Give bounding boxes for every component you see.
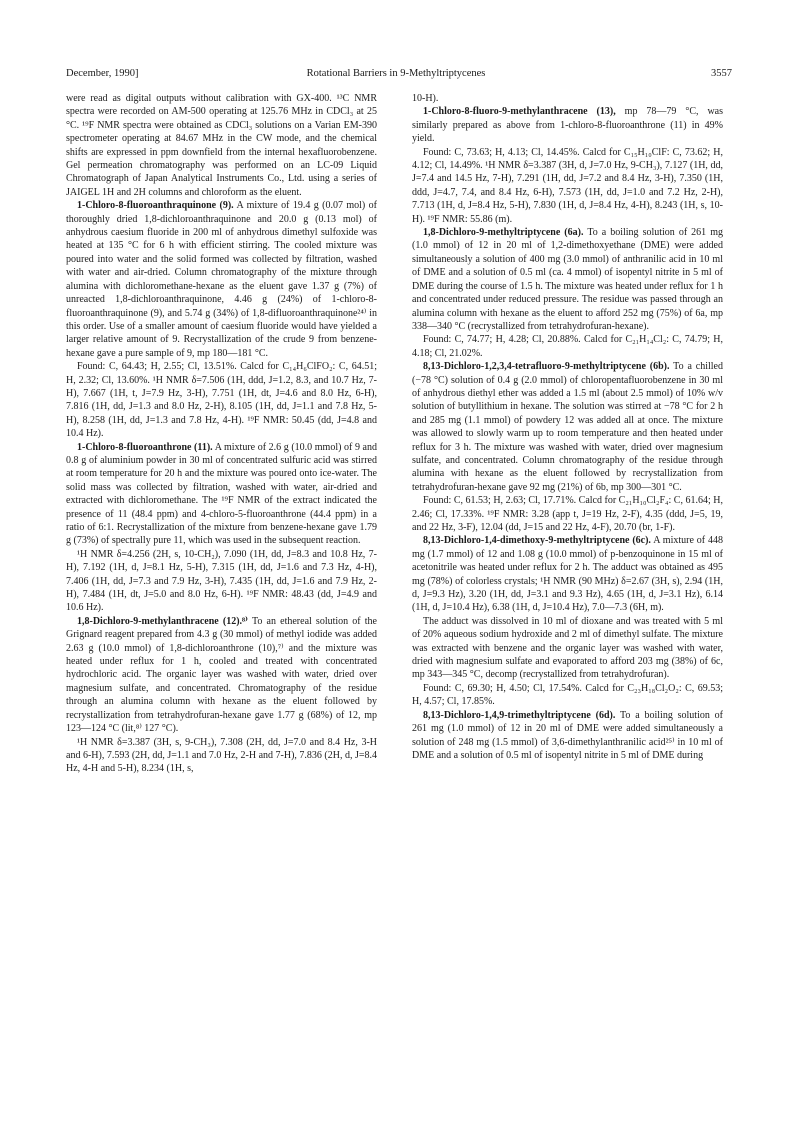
paragraph-text: were read as digital outputs without calibration with GX-400. ¹³C NMR spectra were recorded on AM-500 operating at 125.76 MHz in CDCl₃ at 25 °C. ¹⁹F NMR spectra were obtained as CDCl₃ solutions on a Varian EM-390 spectrometer operating at 84.67 MHz in the CW mode, and the chemical shifts are expressed in ppm downfield from the internal hexafluorobenzene. Gel permeation chromatography was performed on an LC-09 Liquid Chromatograph of Japan Analytical Instruments Co., Ltd. using a series of JAIGEL 1H and 2H columns and chloroform as the eluent. bbox=[66, 93, 377, 198]
paragraph bbox=[66, 441, 377, 548]
paragraph-text: ¹H NMR δ=3.387 (3H, s, 9-CH₃), 7.308 (2H, dd, J=7.0 and 8.4 Hz, 3-H and 6-H), 7.593 (2H, dd, J=1.1 and 7.0 Hz, 2-H and 7-H), 7.836 (2H, d, J=8.4 Hz, 4-H and 5-H), 8.234 (1H, s, bbox=[66, 736, 377, 775]
paragraph bbox=[66, 736, 377, 776]
compound-heading: 8,13-Dichloro-1,4-dimethoxy-9-methyltriptycene (6c). bbox=[423, 535, 651, 547]
paragraph-text: Found: C, 61.53; H, 2.63; Cl, 17.71%. Calcd for C₂₁H₁₀Cl₂F₄: C, 61.64; H, 2.46; Cl, 17.33%. ¹⁹F NMR: 3.28 (app t, J=19 Hz, 2-F), 4.35 (ddd, J=5, 19, and 22 Hz, 3-F), 12.04 (dd, J=15 and 22 Hz, 4-F), 20.70 (br, 1-F). bbox=[412, 495, 723, 533]
paragraph bbox=[66, 92, 377, 199]
header-date: December, 1990] bbox=[66, 68, 139, 79]
paragraph-text: ¹H NMR δ=4.256 (2H, s, 10-CH₂), 7.090 (1H, dd, J=8.3 and 10.8 Hz, 7-H), 7.192 (1H, d, J=8.1 Hz, 5-H), 7.315 (1H, dd, J=1.6 and 7.3 Hz, 4-H), 7.406 (1H, dd, J=7.3 and 7.9 Hz, 3-H), 7.435 (1H, dd, J=1.6 and 7.9 Hz, 2-H), 7.484 (1H, dt, J=5.0 and 8.0 Hz, 6-H). ¹⁹F NMR: 48.43 (dd, J=4.9 and 10.6 Hz). bbox=[66, 548, 377, 614]
paragraph-text: mp 78—79 °C, was similarly prepared as above from 1-chloro-8-fluoroanthrone (11) in 49% yield. bbox=[412, 106, 724, 145]
paragraph-text: A mixture of 448 mg (1.7 mmol) of 12 and 1.08 g (10.0 mmol) of p-benzoquinone in 15 ml of acetonitrile was heated under reflux for 2 h. The adduct was obtained as 495 mg (78%) of colorless crystals; ¹H NMR (90 MHz) δ=2.67 (3H, s), 2.94 (1H, d, J=9.3 Hz), 3.20 (1H, dd, J=3.1 and 9.3 Hz), 4.65 (1H, d, J=3.1 Hz), 6.14 (1H, d, J=10.4 Hz), 6.38 (1H, d, J=10.4 Hz), 7.0—7.3 (6H, m). bbox=[412, 535, 723, 614]
right-column bbox=[412, 92, 723, 762]
paragraph bbox=[412, 92, 723, 105]
paragraph-text: Found: C, 64.43; H, 2.55; Cl, 13.51%. Calcd for C₁₄H₆ClFO₂: C, 64.51; H, 2.32; Cl, 13.60%. ¹H NMR δ=7.506 (1H, ddd, J=1.2, 8.3, and 10.7 Hz, 7-H), 7.667 (1H, t, J=7.9 Hz, 3-H), 7.751 (1H, dt, J=4.6 and 8.0 Hz, 6-H), 7.816 (1H, dd, J=1.3 and 8.0 Hz, 2-H), 8.105 (1H, dd, J=1.1 and 7.8 Hz, 5-H), 8.258 (1H, dd, J=1.3 and 7.8 Hz, 4-H). ¹⁹F NMR: 50.45 (dd, J=4.8 and 10.4 Hz). bbox=[66, 361, 377, 440]
compound-heading: 8,13-Dichloro-1,4,9-trimethyltriptycene (6d). bbox=[423, 709, 616, 721]
compound-heading: 1-Chloro-8-fluoroanthrone (11). bbox=[77, 441, 213, 453]
paragraph bbox=[412, 709, 723, 763]
paragraph bbox=[66, 615, 377, 736]
paragraph-text: Found: C, 74.77; H, 4.28; Cl, 20.88%. Calcd for C₂₁H₁₄Cl₂: C, 74.79; H, 4.18; Cl, 21.02%. bbox=[412, 334, 723, 359]
paragraph-text: 10-H). bbox=[412, 93, 439, 104]
paragraph-text: To an ethereal solution of the Grignard reagent prepared from 4.3 g (30 mmol) of methyl iodide was added 2.63 g (10.0 mmol) of 1,8-dichloroanthrone (10),⁷⁾ and the mixture was heated under reflux for 1 h, cooled and treated with concentrated hydrochloric acid. The organic layer was washed with water, dried over magnesium sulfate, and concentrated. Chromatography of the residue through an alumina column with hexane as the eluent followed by recrystallization from tetrahydrofuran-hexane gave 1.77 g (68%) of 12, mp 123—124 °C (lit,⁸⁾ 127 °C). bbox=[66, 615, 377, 735]
compound-heading: 1-Chloro-8-fluoroanthraquinone (9). bbox=[77, 200, 234, 212]
compound-heading: 8,13-Dichloro-1,2,3,4-tetrafluoro-9-methyltriptycene (6b). bbox=[423, 361, 670, 373]
paragraph-text: To a boiling solution of 261 mg (1.0 mmol) of 12 in 20 ml of DME were added simultaneously a solution of 248 mg (1.5 mmol) of 3,6-dimethylanthranilic acid²⁵⁾ in 10 ml of DME and a solution of 0.5 ml of isopentyl nitrite in 5 ml of DME during bbox=[412, 709, 723, 761]
paragraph-text: A mixture of 2.6 g (10.0 mmol) of 9 and 0.8 g of aluminium powder in 30 ml of concentrated sulfuric acid was stirred at room temperature for 20 h and the mixture was poured onto ice-water. The solid mass was collected by filtration, washed with water, air-dried and extracted with dichloromethane. The ¹⁹F NMR of the extract indicated the presence of 11 (48.4 ppm) and 4-chloro-5-fluoroanthrone (44.4 ppm) in a ratio of 6:1. Recrystallization of the mixture from benzene-hexane gave 1.79 g (73%) of spectrally pure 11, which was used in the subsequent reaction. bbox=[66, 441, 377, 547]
paragraph bbox=[412, 146, 723, 226]
paragraph-text: A mixture of 19.4 g (0.07 mol) of thoroughly dried 1,8-dichloroanthraquinone and 20.0 g (0.13 mol) of anhydrous caesium fluoride in 200 ml of anhydrous dimethyl sulfoxide was heated at 135 °C for 6 h with efficient stirring. The cooled mixture was poured into water and the solid formed was collected by filtration, washed with water and air-dried. Column chromatography of the mixture through alumina with dichloromethane-hexane as the eluent gave 1.37 g (7%) of unreacted 1,8-dichloroanthraquinone, 4.46 g (24%) of 1-chloro-8-fluoroanthraquinone (9), and 5.74 g (34%) of 1,8-difluoroanthraquinone²⁴⁾ in this order. Use of a smaller amount of caesium fluoride would have yielded a larger relative amount of 9. Recrystallization of the crude 9 from benzene-hexane gave a pure sample of 9, mp 180—181 °C. bbox=[66, 200, 377, 359]
paragraph bbox=[412, 494, 723, 534]
page-number: 3557 bbox=[711, 68, 732, 79]
paragraph-text: Found: C, 73.63; H, 4.13; Cl, 14.45%. Calcd for C₁₅H₁₀ClF: C, 73.62; H, 4.12; Cl, 14.49%. ¹H NMR δ=3.387 (3H, d, J=7.0 Hz, 9-CH₃), 7.127 (1H, dd, J=7.4 and 14.5 Hz, 7-H), 7.291 (1H, dd, J=7.2 and 8.4 Hz, 3-H), 7.350 (1H, ddd, J=4.7, 7.4, and 8.4 Hz, 6-H), 7.573 (1H, dd, J=1.0 and 7.2 Hz, 2-H), 7.713 (1H, d, J=8.4 Hz, 5-H), 7.830 (1H, d, J=8.4 Hz, 4-H), 8.243 (1H, s, 10-H). ¹⁹F NMR: 55.86 (m). bbox=[412, 146, 723, 225]
paragraph bbox=[412, 615, 723, 682]
paragraph bbox=[66, 360, 377, 440]
paragraph-text: To a boiling solution of 261 mg (1.0 mmol) of 12 in 20 ml of 1,2-dimethoxyethane (DME) were added simultaneously a solution of 400 mg (3.0 mmol) of anthranilic acid in 10 ml of DME and a solution of 0.5 ml (ca. 4 mmol) of isopentyl nitrite in 5 ml of DME during the course of 1.5 h. The mixture was heated under reflux for 1 h and concentrated under reduced pressure. The residue was passed through an alumina column with hexane as the eluent to afford 252 mg (75%) of 6a, mp 338—340 °C (recrystallized from tetrahydrofuran-hexane). bbox=[412, 227, 723, 332]
paragraph bbox=[66, 199, 377, 360]
paragraph bbox=[412, 360, 723, 494]
compound-heading: 1,8-Dichloro-9-methylanthracene (12).⁸⁾ bbox=[77, 615, 249, 627]
compound-heading: 1-Chloro-8-fluoro-9-methylanthracene (13), bbox=[423, 106, 616, 118]
compound-heading: 1,8-Dichloro-9-methyltriptycene (6a). bbox=[423, 227, 584, 239]
paragraph-text: Found: C, 69.30; H, 4.50; Cl, 17.54%. Calcd for C₂₃H₁₈Cl₂O₂: C, 69.53; H, 4.57; Cl, 17.85%. bbox=[412, 682, 723, 708]
paragraph bbox=[412, 333, 723, 360]
running-header bbox=[60, 68, 732, 82]
paragraph-text: The adduct was dissolved in 10 ml of dioxane and was treated with 5 ml of 20% aqueous sodium hydroxide and 2 ml of dimethyl sulfate. The mixture was extracted with benzene and the organic layer was washed with water, dried with magnesium sulfate and evaporated to afford 203 mg (38%) of 6c, mp 343—345 °C, decomp (recrystallized from tetrahydrofuran). bbox=[412, 615, 723, 681]
paragraph bbox=[412, 534, 723, 614]
left-column bbox=[66, 92, 377, 776]
paragraph bbox=[66, 548, 377, 615]
paragraph bbox=[412, 226, 723, 333]
paragraph bbox=[412, 105, 723, 145]
paragraph-text: To a chilled (−78 °C) solution of 0.4 g (2.0 mmol) of chloropentafluorobenzene in 30 ml of anhydrous diethyl ether was added a 1.5 ml (about 2.5 mmol) of 10% w/v solution of butyllithium in hexane. The solution was stirred at −78 °C for 2 h and 285 mg (1.1 mmol) of powdery 12 was added all at once. The mixture was allowed to slowly warm up to room temperature and then heated under reflux for 3 h. The mixture was washed with water, dried over magnesium sulfate, and concentrated. Column chromatography of the residue through alumina with hexane as the eluent followed by recrystallization from tetrahydrofuran-hexane gave 92 mg (21%) of 6b, mp 300—301 °C. bbox=[412, 361, 723, 493]
paragraph bbox=[412, 682, 723, 709]
header-title: Rotational Barriers in 9-Methyltriptycenes bbox=[306, 68, 486, 79]
